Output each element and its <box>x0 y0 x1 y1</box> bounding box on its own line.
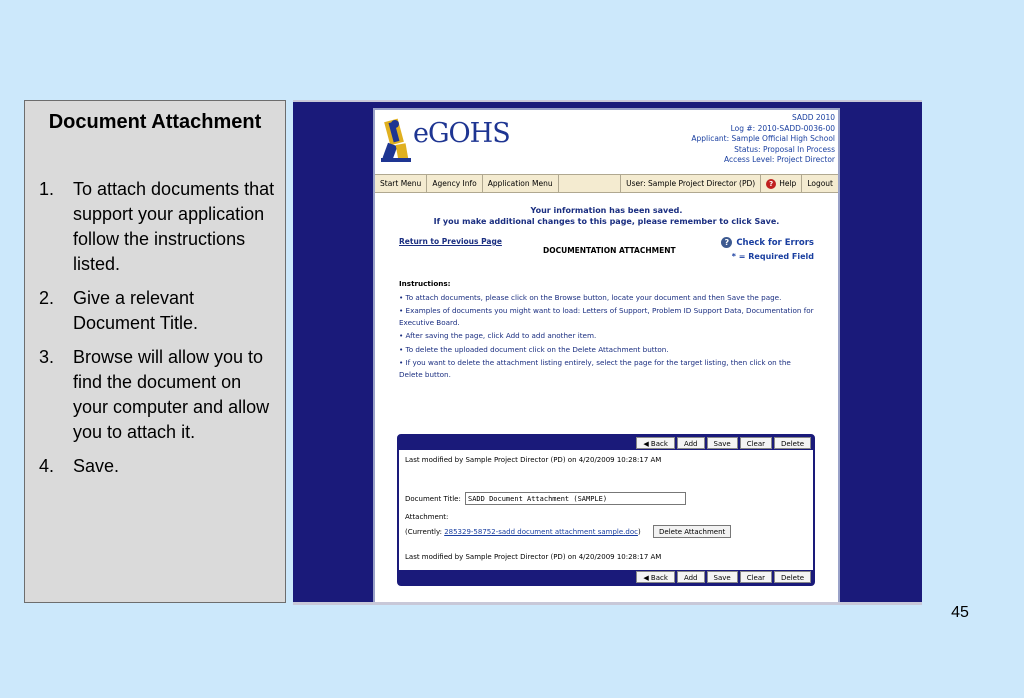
back-button[interactable]: ◀ Back <box>636 437 675 449</box>
document-title-label: Document Title: <box>405 495 461 503</box>
step-item: 1. To attach documents that support your application follow the instructions listed. <box>39 179 275 274</box>
user-label: User: Sample Project Director (PD) <box>620 175 760 192</box>
app-screenshot <box>293 100 922 605</box>
current-attachment: (Currently: 285329-58752-sadd document attachment sample.doc) <box>405 528 641 536</box>
menu-agency-info[interactable]: Agency Info <box>427 175 482 192</box>
step-item: 4. Save. <box>39 456 120 476</box>
menu-application[interactable]: Application Menu <box>483 175 559 192</box>
last-modified-bottom: Last modified by Sample Project Director (PD) on 4/20/2009 10:28:17 AM <box>405 553 662 561</box>
check-errors-link[interactable]: ? Check for Errors <box>721 237 814 248</box>
instruction-item: • Examples of documents you might want to load: Letters of Support, Problem ID Support Data, Documentation for Executive Board. <box>399 306 814 327</box>
logo-figure-icon <box>381 118 415 164</box>
instruction-item: • After saving the page, click Add to add another item. <box>399 331 597 340</box>
instructions: Instructions: • To attach documents, please click on the Browse button, locate your document and then Save the page. • Examples of documents you might want to load: Letters of Support, Problem ID Support Data, Documentation for Executive Board. • After saving the page, click Add to add another item. • To delete the uploaded document click on the Delete Attachment button. • If you want to delete the attachment listing entirely, select the page for the target listing, then click on the Delete button. <box>399 279 814 379</box>
attachment-label: Attachment: <box>405 513 449 521</box>
clear-button[interactable]: Clear <box>740 437 772 449</box>
return-link[interactable]: Return to Previous Page <box>399 237 502 246</box>
delete-button[interactable]: Delete <box>774 571 811 583</box>
form-toolbar-top <box>399 436 813 450</box>
required-note: * = Required Field <box>731 252 814 261</box>
add-button[interactable]: Add <box>677 571 705 583</box>
app-window <box>373 108 840 605</box>
form-toolbar-bottom <box>399 570 813 584</box>
instruction-panel <box>24 100 286 603</box>
question-icon: ? <box>721 237 732 248</box>
instruction-item: • If you want to delete the attachment listing entirely, select the page for the target listing, then click on the Delete button. <box>399 358 791 379</box>
logout-button[interactable]: Logout <box>801 175 838 192</box>
save-confirmation: Your information has been saved. If you make additional changes to this page, please remember to click Save. <box>433 206 780 226</box>
panel-title: Document Attachment <box>48 111 262 133</box>
page-heading: DOCUMENTATION ATTACHMENT <box>543 246 676 255</box>
help-icon: ? <box>766 179 776 189</box>
menu-bar <box>375 174 838 193</box>
document-title-input[interactable]: SADD Document Attachment (SAMPLE) <box>465 492 686 505</box>
delete-attachment-button[interactable]: Delete Attachment <box>653 525 731 538</box>
save-button[interactable]: Save <box>707 571 738 583</box>
step-item: 3. Browse will allow you to find the document on your computer and allow you to attach it. <box>39 347 270 442</box>
help-button[interactable]: ? Help <box>760 175 801 192</box>
header-info: SADD 2010 Log #: 2010-SADD-0036-00 Applicant: Sample Official High School Status: Proposal In Process Access Level: Project Director <box>691 113 835 164</box>
delete-button[interactable]: Delete <box>774 437 811 449</box>
add-button[interactable]: Add <box>677 437 705 449</box>
instruction-item: • To attach documents, please click on the Browse button, locate your document and then Save the page. <box>399 292 782 302</box>
attachment-form <box>397 434 815 586</box>
attachment-file-link[interactable]: 285329-58752-sadd document attachment sample.doc <box>444 528 638 536</box>
slide-number: 45 <box>951 604 969 621</box>
menu-start[interactable]: Start Menu <box>375 175 427 192</box>
app-logo[interactable]: eGOHS <box>413 118 510 149</box>
clear-button[interactable]: Clear <box>740 571 772 583</box>
save-button[interactable]: Save <box>707 437 738 449</box>
step-item: 2. Give a relevant Document Title. <box>39 288 199 333</box>
app-header <box>375 110 838 174</box>
last-modified-top: Last modified by Sample Project Director (PD) on 4/20/2009 10:28:17 AM <box>405 456 662 464</box>
steps-list <box>25 177 285 479</box>
back-button[interactable]: ◀ Back <box>636 571 675 583</box>
instruction-item: • To delete the uploaded document click on the Delete Attachment button. <box>399 344 669 354</box>
